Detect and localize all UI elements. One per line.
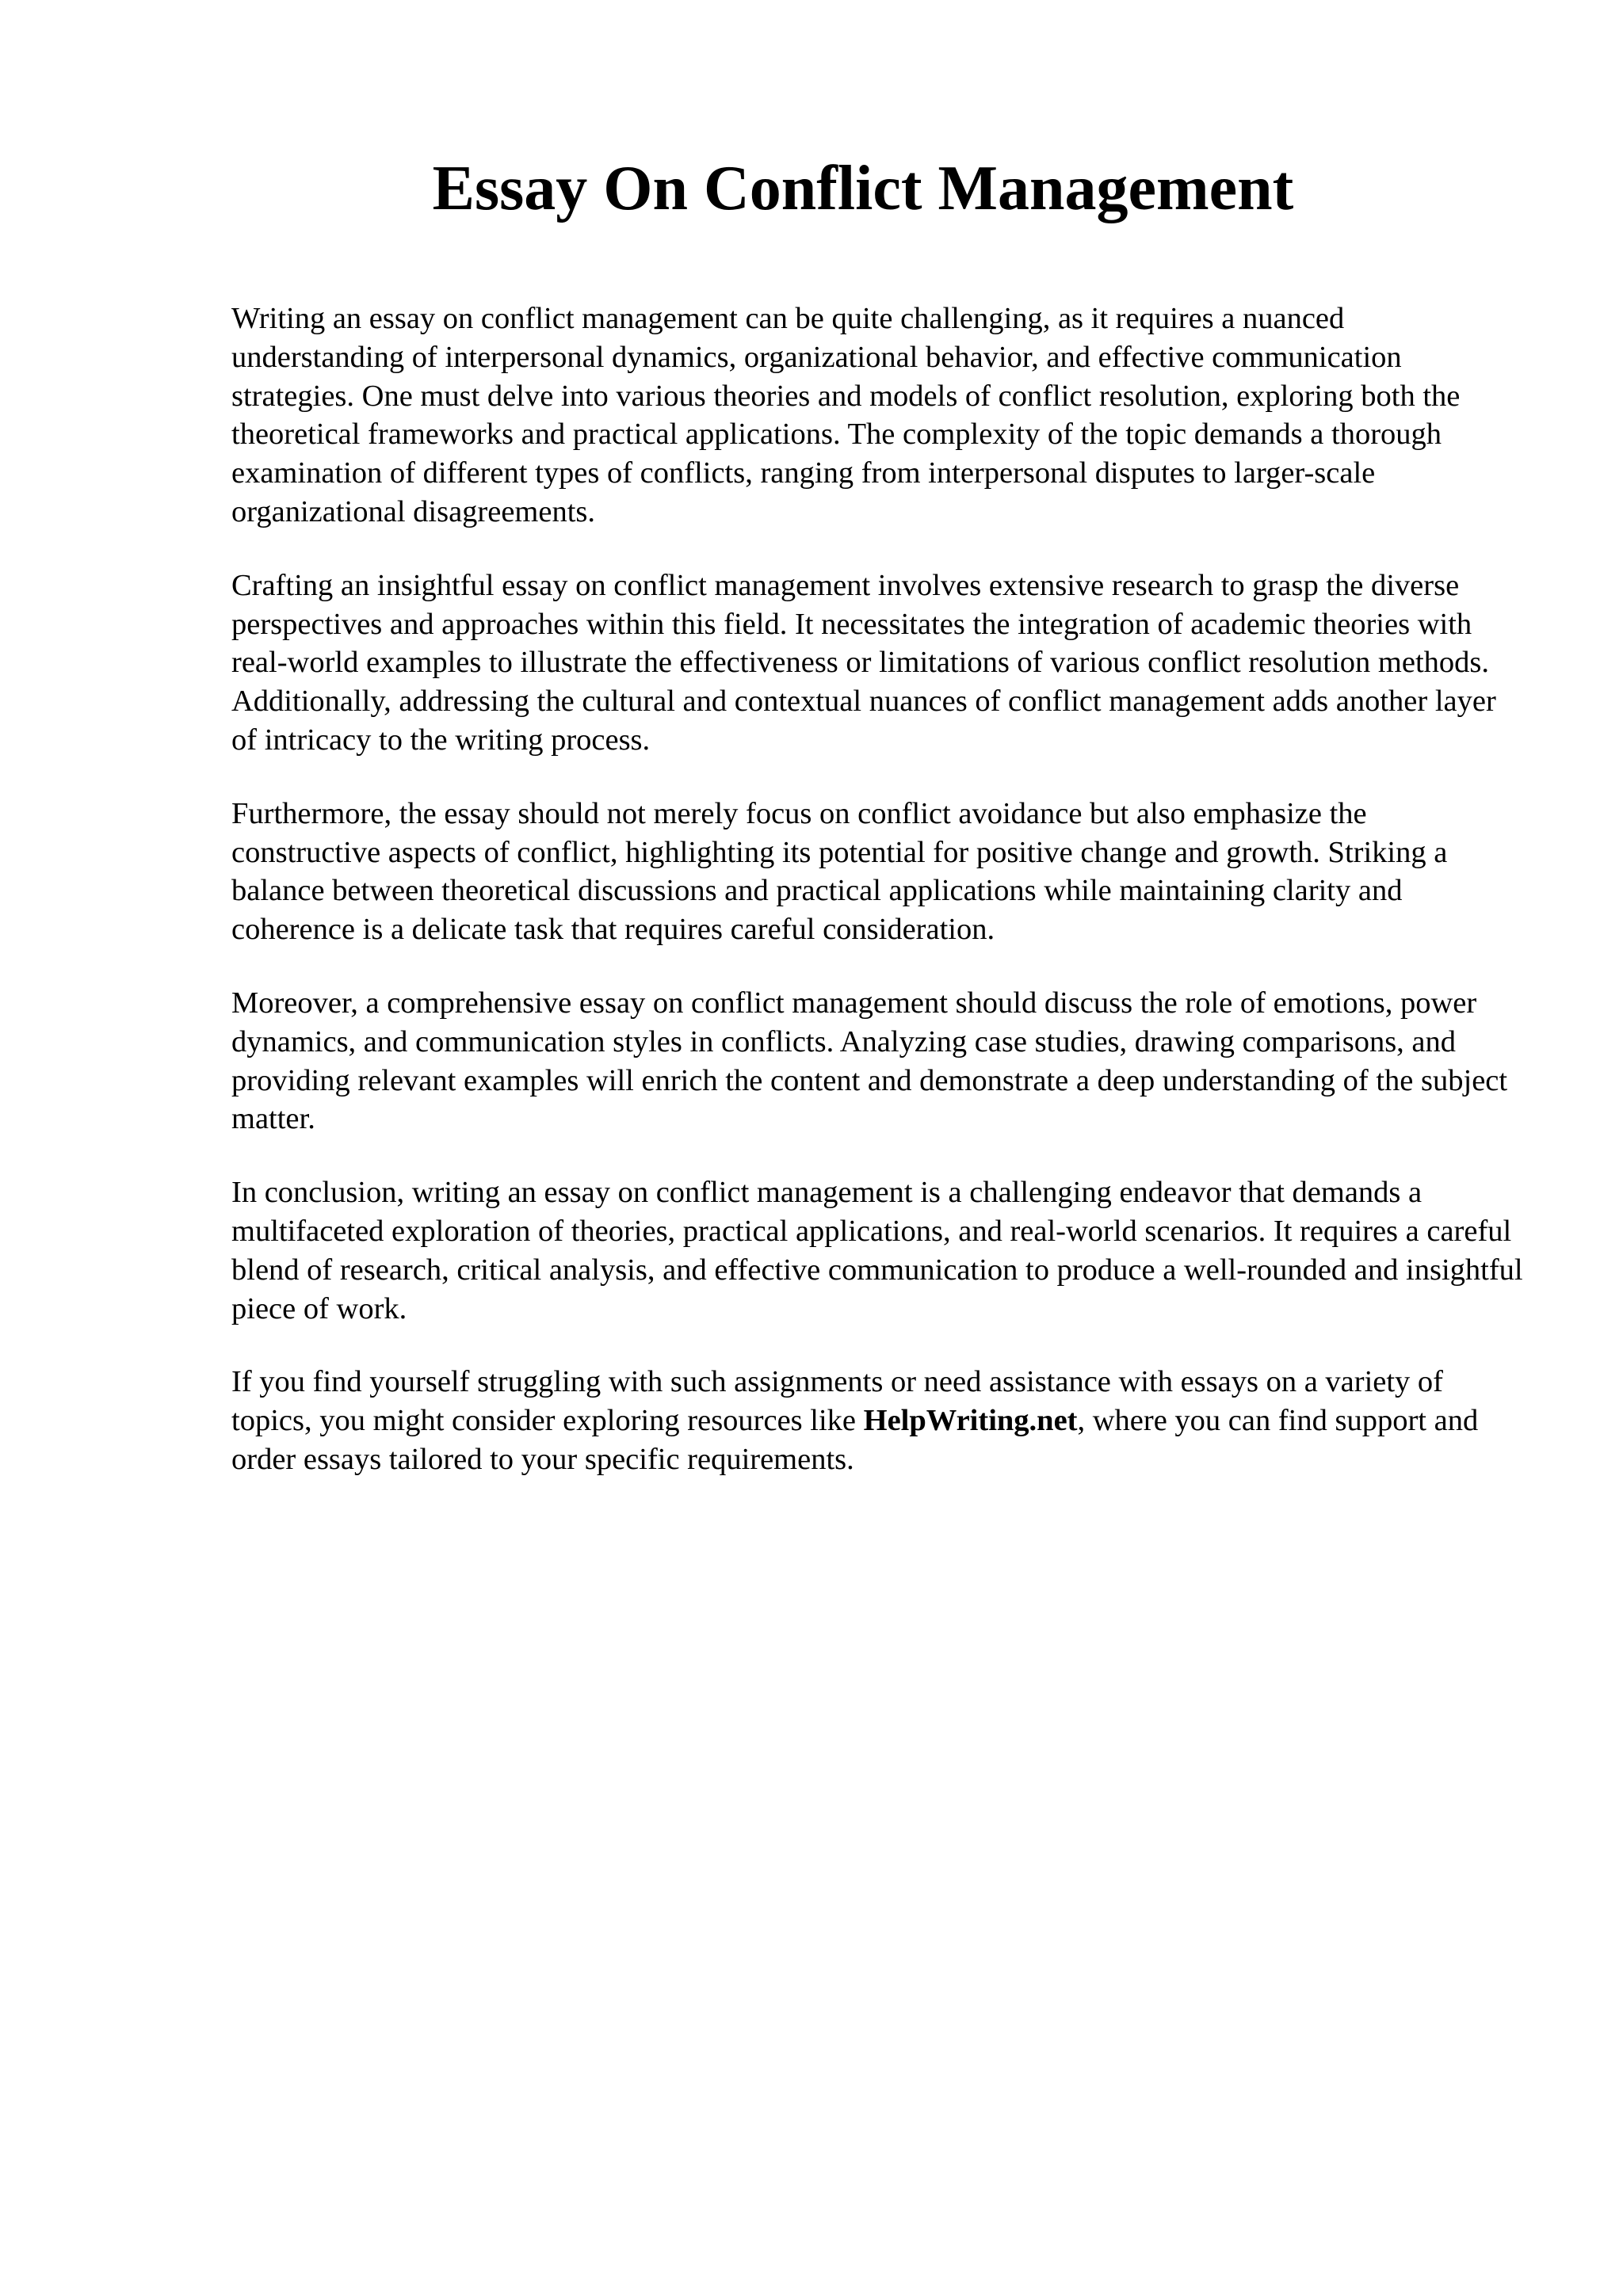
helpwriting-link[interactable]: HelpWriting.net [863,1404,1078,1438]
document-title: Essay On Conflict Management [432,154,1294,223]
paragraph-2: Crafting an insightful essay on conflict management involves extensive research to grasp the diverse perspectives and approaches within this field. It necessitates the integration of academic theories with real-world examples to illustrate the effectiveness or limitations of various conflict resolution methods. Additionally, addressing the cultural and contextual nuances of conflict management adds another layer of intricacy to the writing process. [231,568,1496,757]
paragraph-3: Furthermore, the essay should not merely focus on conflict avoidance but also emphasize the constructive aspects of conflict, highlighting its potential for positive change and growth. Striking a balance between theoretical discussions and practical applications while maintaining clarity and coherence is a delicate task that requires careful consideration. [231,796,1448,947]
paragraph-5: In conclusion, writing an essay on conflict management is a challenging endeavor that demands a multifaceted exploration of theories, practical applications, and real-world scenarios. It requires a careful blend of research, critical analysis, and effective communication to produce a well-rounded and insightful piece of work. [231,1176,1523,1325]
closing-text-before: If you find yourself struggling with such assignments or need assistance with essays on a variety of topics, you might consider exploring resources like [231,1365,1444,1438]
document-body [231,299,1523,1514]
paragraph-1: Writing an essay on conflict management can be quite challenging, as it requires a nuanced understanding of interpersonal dynamics, organizational behavior, and effective communication strategies. One must delve into various theories and models of conflict resolution, exploring both the theoretical frameworks and practical applications. The complexity of the topic demands a thorough examination of different types of conflicts, ranging from interpersonal disputes to larger-scale organizational disagreements. [231,302,1461,528]
paragraph-closing [231,1363,1523,1478]
paragraph-4: Moreover, a comprehensive essay on conflict management should discuss the role of emotions, power dynamics, and communication styles in conflicts. Analyzing case studies, drawing comparisons, and providing relevant examples will enrich the content and demonstrate a deep understanding of the subject matter. [231,986,1508,1136]
closing-text-after: , where you can find support and order essays tailored to your specific requirements. [231,1404,1479,1476]
